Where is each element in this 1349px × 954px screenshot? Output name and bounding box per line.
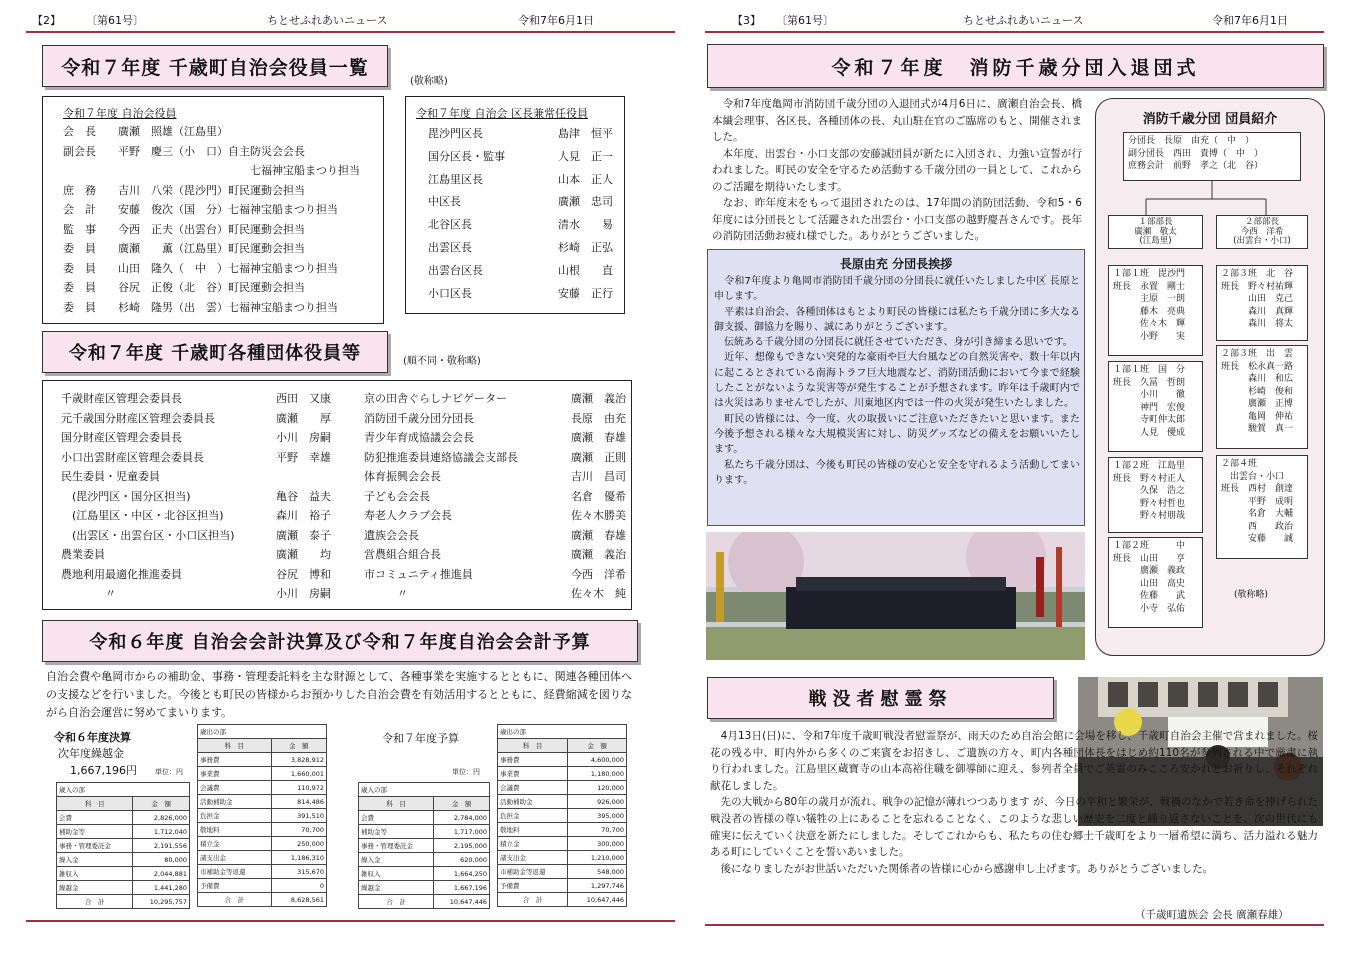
org-b2-box: ２部部長 今西 洋希 (出雲台・小口): [1216, 215, 1308, 249]
group-row: 営農組合組合長 廣瀬 義治: [364, 548, 626, 561]
amount-cell: 70,700: [271, 823, 326, 837]
officers-box-title: 令和７年度 自治会役員: [63, 107, 177, 120]
fire-group-photo-image: [706, 532, 1085, 660]
carry-value: 1,667,196円: [70, 764, 137, 777]
amount-cell: 300,000: [568, 837, 627, 851]
date-left: 令和7年6月1日: [518, 14, 594, 27]
header-rule-right: [705, 31, 1324, 33]
table-section-label: 歳出の部: [198, 725, 327, 739]
table-row: [498, 879, 627, 893]
amount-cell: 1,210,000: [568, 851, 627, 865]
item-cell: 負担金: [198, 809, 272, 823]
amount-cell: 2,826,000: [133, 811, 190, 825]
group-row: 小口出雲財産区管理会委員長 平野 幸雄: [61, 450, 331, 464]
group-row: 青少年育成協議会会長 廣瀬 春雄: [364, 431, 626, 444]
district-row: 江島里区長 山本 正人: [428, 172, 613, 186]
unit-label: 単位：円: [155, 768, 183, 776]
item-cell: 会費: [359, 811, 434, 825]
page-number-left: 【2】: [32, 14, 61, 27]
amount-cell: 80,000: [133, 853, 190, 867]
item-cell: 負担金: [498, 809, 568, 823]
officers-title: 令和７年度 千歳町自治会役員一覧: [42, 45, 388, 87]
amount-cell: 548,000: [568, 865, 627, 879]
amount-cell: 620,000: [434, 853, 490, 867]
district-row: 出雲台区長 山根 直: [428, 263, 613, 277]
group-row: 〃 小川 房嗣: [61, 587, 331, 600]
district-row: 出雲区長 杉崎 正弘: [428, 240, 613, 254]
group-row: 千歳財産区管理会委員長 西田 又康: [61, 392, 331, 405]
table-row: [498, 781, 627, 795]
amount-cell: 1,180,000: [568, 767, 627, 781]
group-row: 市コミュニティ推進員 今西 洋希: [364, 567, 626, 581]
accounts-title: 令和６年度 自治会会計決算及び令和７年度自治会会計予算: [42, 620, 638, 662]
table-row: [57, 867, 190, 881]
group-row: 民生委員・児童委員: [61, 470, 160, 483]
table-row: [498, 851, 627, 865]
table-row: [359, 811, 490, 825]
groups-title: 令和７年度 千歳町各種団体役員等: [42, 331, 388, 373]
item-cell: 会議費: [498, 781, 568, 795]
org-s13-box: １部２班 江島里 班長 野々村正人 久保 浩之 野々村哲也 野々村朋哉: [1108, 457, 1203, 533]
item-cell: 敬地料: [198, 823, 272, 837]
memorial-text: 4月13日(日)に、令和7年度千歳町戦没者慰霊祭が、雨天のため自治会館に会場を移し、千歳町自治会主催で営まれました。桜花の残る中、町内外から多くのご来賓をお招きし、ご遺族の方々、町内各種団体長をはじめ約110名が参列される中で厳粛に執り行われました。江島里区蔵寶寺の山本高裕住職を御導師に迎え、参列者全員でご英霊のみこころ安かれとお祈りし、それぞれ献花しました。 先の大戦から80年の歳月が流れ、戦争の記憶が薄れつつあります が、今日の平和と繁栄が、戦禍のなかで若き命を捧げられた戦没者の皆様の尊い犠牲の上にあることを忘れることなく、このような悲しい歴史を二度と繰り返さないことを、次の世代にも確実に伝えていく決意を新たにしました。そしてこれからも、私たちの住む郷土千歳町をより一層希望に満ち、活力溢れる魅力ある町にしていくことを誓いあいました。 後になりましたがお世話いただいた関係者の皆様に心から感謝申し上げます。ありがとうございました。: [710, 730, 1318, 875]
table-row: [57, 839, 190, 853]
group-row: 消防団千歳分団分団長 長原 由充: [364, 411, 626, 425]
carry-label: 次年度繰越金: [58, 747, 124, 760]
officer-row: 委 員 杉崎 隆男（出 雲）七福神宝船まつり担当: [63, 300, 338, 314]
item-cell: 市補助金等返還: [498, 865, 568, 879]
item-cell: 諸支出金: [498, 851, 568, 865]
district-box: [405, 96, 625, 314]
total-row: [359, 895, 490, 909]
total-row: [198, 893, 327, 907]
amount-cell: 2,044,881: [133, 867, 190, 881]
item-cell: 雑収入: [57, 867, 133, 881]
col-amount-header: 金 額: [133, 797, 190, 811]
org-s22-box: ２部３班 出 雲 班長 松永真一路 森川 和広 杉崎 俊和 廣瀬 正博 亀岡 伸祐 駿賀 真一: [1216, 345, 1308, 449]
item-cell: 繰入金: [57, 853, 133, 867]
r7-title: 令和７年度予算: [382, 732, 459, 745]
r6-expense-table: [197, 724, 327, 907]
amount-cell: 926,000: [568, 795, 627, 809]
col-amount-header: 金 額: [568, 739, 627, 753]
amount-cell: 0: [271, 879, 326, 893]
officer-row: 会 長 廣瀬 照雄（江島里）: [63, 125, 228, 138]
amount-cell: 2,784,000: [434, 811, 490, 825]
item-cell: 会議費: [198, 781, 272, 795]
amount-cell: 814,486: [271, 795, 326, 809]
table-section-label: 歳入の部: [359, 783, 490, 797]
item-cell: 積立金: [498, 837, 568, 851]
total-label: 合 計: [198, 893, 272, 907]
item-cell: 敬地料: [498, 823, 568, 837]
groups-right-list: [364, 389, 626, 604]
table-row: [498, 809, 627, 823]
amount-cell: 1,664,250: [434, 867, 490, 881]
officer-row: 委 員 谷尻 正俊（北 谷）町民運動会担当: [63, 281, 305, 294]
item-cell: 予備費: [498, 879, 568, 893]
item-cell: 事務費: [498, 753, 568, 767]
group-row: 元千歳国分財産区管理会委員長 廣瀬 厚: [61, 411, 331, 425]
group-row: 遺族会会長 廣瀬 春雄: [364, 528, 626, 542]
table-row: [57, 825, 190, 839]
amount-cell: 2,191,556: [133, 839, 190, 853]
col-item-header: 科 目: [359, 797, 434, 811]
item-cell: 補助金等: [359, 825, 434, 839]
org-s14-box: １部２班 中 班長 山田 亨 廣瀬 義政 山田 高史 佐藤 武 小寺 弘佑: [1108, 537, 1203, 628]
issue-left: 〔第61号〕: [86, 14, 144, 27]
org-top-box: 分団長 長原 由充（ 中 ） 副分団長 西田 貴博（ 中 ） 庶務会計 前野 孝之（北 谷）: [1123, 132, 1301, 181]
total-value: 10,295,757: [133, 895, 190, 909]
table-row: [198, 879, 327, 893]
district-row: 国分区長・監事 人見 正一: [428, 149, 613, 163]
table-row: [498, 795, 627, 809]
total-value: 10,647,446: [568, 893, 627, 907]
amount-cell: 1,712,040: [133, 825, 190, 839]
officer-row: 七福神宝船まつり担当: [63, 164, 360, 177]
table-row: [359, 825, 490, 839]
fire-group-photo: [706, 532, 1085, 660]
date-right: 令和7年6月1日: [1212, 14, 1288, 27]
item-cell: 繰越金: [57, 881, 133, 895]
table-row: [198, 865, 327, 879]
amount-cell: 70,700: [568, 823, 627, 837]
table-row: [198, 851, 327, 865]
r6-income-table: [56, 782, 190, 909]
amount-cell: 315,670: [271, 865, 326, 879]
table-row: [359, 881, 490, 895]
total-label: 合 計: [359, 895, 434, 909]
table-row: [498, 865, 627, 879]
page-number-right: 【3】: [732, 14, 761, 27]
group-row: 防犯推進委員連絡協議会支部長 廣瀬 正則: [364, 450, 626, 464]
amount-cell: 250,000: [271, 837, 326, 851]
total-label: 合 計: [57, 895, 133, 909]
item-cell: 予備費: [198, 879, 272, 893]
org-s23-box: ２部４班 出雲台・小口 班長 西村 創達 平野 成明 名倉 大輔 西 政治 安藤 誠: [1216, 455, 1308, 559]
item-cell: 活動補助金: [498, 795, 568, 809]
org-chart: [1095, 98, 1325, 656]
group-row: (毘沙門区・国分区担当) 亀谷 益夫: [61, 489, 331, 503]
table-section-label: 歳入の部: [57, 783, 190, 797]
amount-cell: 391,510: [271, 809, 326, 823]
col-item-header: 科 目: [198, 739, 272, 753]
officer-row: 監 事 今西 正夫（出雲台）町民運動会担当: [63, 222, 305, 236]
officer-row: 委 員 山田 隆久（ 中 ）七福神宝船まつり担当: [63, 261, 338, 275]
item-cell: 積立金: [198, 837, 272, 851]
table-row: [198, 809, 327, 823]
table-row: [498, 753, 627, 767]
district-row: 小口区長 安藤 正行: [428, 286, 613, 300]
officers-note: (敬称略): [410, 76, 448, 87]
org-title: 消防千歳分団 団員紹介: [1142, 112, 1278, 127]
officers-box: [42, 96, 384, 324]
amount-cell: 2,195,000: [434, 839, 490, 853]
total-label: 合 計: [498, 893, 568, 907]
org-note: (敬称略): [1234, 590, 1269, 600]
table-row: [359, 867, 490, 881]
total-row: [498, 893, 627, 907]
r7-income-table: [358, 782, 490, 909]
newsletter-name-left: ちとせふれあいニュース: [267, 14, 388, 27]
amount-cell: 1,667,196: [434, 881, 490, 895]
fire-title: 令和７年度 消防千歳分団入退団式: [707, 44, 1324, 88]
table-row: [198, 837, 327, 851]
col-amount-header: 金 額: [271, 739, 326, 753]
table-row: [57, 881, 190, 895]
group-row: 国分財産区管理会委員長 小川 房嗣: [61, 431, 331, 444]
item-cell: 会費: [57, 811, 133, 825]
item-cell: 活動補助金: [198, 795, 272, 809]
item-cell: 諸支出金: [198, 851, 272, 865]
greeting-title: 長原由充 分団長挨拶: [839, 257, 953, 271]
greeting-text: 令和7年度より亀岡市消防団千歳分団の分団長に就任いたしました中区 長原と申します。 平素は自治会、各種団体はもとより町民の皆様には私たち千歳分団に多大なる御支援、御協力を賜り、誠にありがとうございます。 伝統ある千歳分団の分団長に就任させていただき、身が引き締まる思いです。 近年、想像もできない突発的な豪雨や巨大台風などの自然災害や、数十年以内に起こるとされている南海トラフ巨大地震など、消防団活動において今まで経験したことがないような災害等が発生することが予想されます。昨年は千歳町内では火災はありませんでしたが、川東地区内では一件の火災が発生いたしました。 町民の皆様には、今一度、火の取扱いにご注意いただきたいと思います。また今後予想される様々な大規模災害に対し、防災グッズなどの備えをお願いいたします。 私たち千歳分団は、今後も町民の皆様の安心と安全を守れるよう活動してまいります。: [714, 276, 1080, 486]
table-row: [198, 767, 327, 781]
col-amount-header: 金 額: [434, 797, 490, 811]
group-row: 子ども会会長 名倉 優希: [364, 489, 626, 503]
officer-row: 庶 務 吉川 八栄（毘沙門）町民運動会担当: [63, 183, 305, 197]
org-s12-box: １部１班 国 分 班長 久冨 哲朗 小川 徹 神門 宏俊 寺町仲太郎 人見 優成: [1108, 361, 1203, 452]
group-row: 農業委員 廣瀬 均: [61, 548, 331, 561]
footer-rule-left: [26, 920, 675, 922]
table-row: [198, 823, 327, 837]
memorial-sign: （千歳町遺族会 会長 廣瀬春雄）: [1135, 909, 1289, 921]
group-row: (江島里区・中区・北谷区担当) 森川 裕子: [61, 509, 331, 522]
amount-cell: 110,972: [271, 781, 326, 795]
newsletter-name-right: ちとせふれあいニュース: [963, 14, 1084, 27]
officer-row: 会 計 安藤 俊次（国 分）七福神宝船まつり担当: [63, 203, 338, 216]
table-row: [198, 795, 327, 809]
item-cell: 事業費: [498, 767, 568, 781]
amount-cell: 1,297,746: [568, 879, 627, 893]
item-cell: 雑収入: [359, 867, 434, 881]
org-b1-box: １部部長 廣瀬 敬太 (江島里): [1108, 215, 1203, 249]
table-row: [498, 767, 627, 781]
greeting-box: [707, 249, 1085, 526]
district-row: 北谷区長 清水 易: [428, 218, 613, 232]
item-cell: 市補助金等返還: [198, 865, 272, 879]
col-item-header: 科 目: [57, 797, 133, 811]
table-row: [198, 781, 327, 795]
officers-list: [63, 122, 360, 317]
district-box-title: 令和７年度 自治会 区長兼常任役員: [416, 107, 588, 120]
table-row: [498, 823, 627, 837]
officer-row: 委 員 廣瀬 薫（江島里）町民運動会担当: [63, 242, 305, 255]
footer-rule-right: [705, 924, 1324, 926]
amount-cell: 1,717,000: [434, 825, 490, 839]
fire-article: 令和7年度亀岡市消防団千歳分団の入退団式が4月6日に、廣瀬自治会長、橋本繊会理事、各区長、各種団体の長、丸山駐在官のご臨席のもと、開催されました。 本年度、出雲台・小口支部の安藤誠団員が新たに入団され、力強い宣誓が行われました。町民の安全を守るため活動する千歳分団の一員として、これからのご活躍を期待いたします。 なお、昨年度末をもって退団されたのは、17年間の消防団活動、令和5・6年度には分団長として活躍された出雲台・小口支部の越野慶吾さんです。長年の消防団活動お疲れ様でした。ありがとうございました。: [712, 98, 1082, 242]
table-row: [498, 837, 627, 851]
issue-right: 〔第61号〕: [776, 14, 834, 27]
amount-cell: 1,186,310: [271, 851, 326, 865]
memorial-title: 戦没者慰霊祭: [707, 677, 1054, 719]
r6-title: 令和６年度決算: [54, 731, 131, 744]
item-cell: 事務費: [198, 753, 272, 767]
table-row: [198, 753, 327, 767]
officer-row: 副会長 平野 慶三（小 口）自主防災会会長: [63, 144, 305, 158]
accounts-intro: 自治会費や亀岡市からの補助金、事務・管理委託料を主な財源として、各種事業を実施するとともに、関連各種団体への支援などを行いました。今後とも町民の皆様からお預かりした自治会費を有効活用するとともに、経費縮減を図りながら自治会運営に努めてまいります。: [46, 670, 632, 719]
groups-note: (順不同・敬称略): [403, 356, 481, 367]
group-row: (出雲区・出雲台区・小口区担当) 廣瀬 泰子: [61, 528, 331, 542]
group-row: 京の田舎ぐらしナビゲーター 廣瀬 義治: [364, 392, 626, 405]
amount-cell: 4,600,000: [568, 753, 627, 767]
item-cell: 繰入金: [359, 853, 434, 867]
amount-cell: 3,828,912: [271, 753, 326, 767]
table-row: [57, 811, 190, 825]
groups-left-list: [61, 389, 341, 604]
amount-cell: 395,000: [568, 809, 627, 823]
table-section-label: 歳出の部: [498, 725, 627, 739]
org-s21-box: ２部３班 北 谷 班長 野々村祐輝 山田 克己 森川 真輝 森川 将太: [1216, 265, 1308, 341]
amount-cell: 120,000: [568, 781, 627, 795]
item-cell: 事務・管理委託金: [57, 839, 133, 853]
group-row: 〃 佐々木 純: [364, 587, 626, 600]
col-item-header: 科 目: [498, 739, 568, 753]
header-rule-left: [26, 31, 675, 33]
total-row: [57, 895, 190, 909]
district-row: 毘沙門区長 島津 恒平: [428, 127, 613, 140]
unit-label-2: 単位：円: [452, 768, 480, 776]
group-row: 寿老人クラブ会長 佐々木勝美: [364, 509, 626, 522]
item-cell: 事業費: [198, 767, 272, 781]
total-value: 10,647,446: [434, 895, 490, 909]
item-cell: 繰越金: [359, 881, 434, 895]
org-s11-box: １部１班 毘沙門 班長 永置 剛士 主原 一朗 藤木 亮典 佐々木 輝 小野 実: [1108, 265, 1203, 356]
groups-box: [42, 380, 632, 610]
group-row: 体育振興会会長 吉川 昌司: [364, 470, 626, 483]
amount-cell: 1,660,001: [271, 767, 326, 781]
item-cell: 補助金等: [57, 825, 133, 839]
district-row: 中区長 廣瀬 忠司: [428, 195, 613, 209]
table-row: [359, 853, 490, 867]
amount-cell: 1,441,280: [133, 881, 190, 895]
group-row: 農地利用最適化推進委員 谷尻 博和: [61, 567, 331, 581]
item-cell: 事務・管理委託金: [359, 839, 434, 853]
r7-expense-table: [497, 724, 627, 907]
district-list: [428, 124, 613, 306]
table-row: [359, 839, 490, 853]
table-row: [57, 853, 190, 867]
total-value: 8,628,561: [271, 893, 326, 907]
